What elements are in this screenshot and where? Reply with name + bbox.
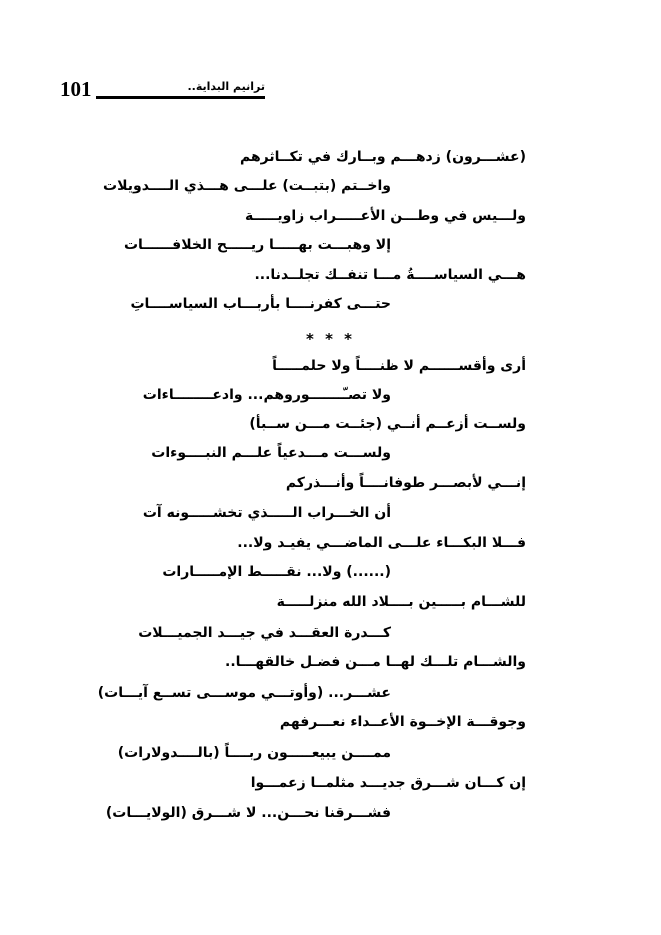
verse-line: والشـــام تلـــك لهــا مـــن فضـل خالقهـــا.. (225, 654, 526, 670)
verse-line: وجوقـــة الإخــوة الأعــداء نعـــرفهم (279, 714, 526, 730)
verse-line: ولســت أزعــم أنــي (جئــت مـــن ســبأ) (249, 416, 526, 432)
verse-line: ولســـت مـــدعياً علـــم النبــــوءات (151, 445, 391, 461)
verse-line: عشـــر... (وأوتـــي موســـى تســع آيـــات) (97, 685, 391, 701)
verse-line: للشـــام بـــــين بــــلاد الله منزلـــــة (276, 594, 526, 610)
header-title: ترانيم البداية.. (187, 80, 265, 93)
verse-line: (......) ولا... نقـــــط الإمـــــارات (162, 564, 391, 580)
verse-line: واخــتم (بتبــت) علـــى هـــذي الــــدويلات (103, 178, 391, 194)
page-number: 101 (60, 77, 92, 101)
verse-line: (عشـــرون) زدهـــم وبــارك في تكــاثرهم (240, 149, 526, 165)
verse-line: أرى وأقســــــم لا ظنــــاً ولا حلمـــــاً (272, 358, 526, 374)
section-separator: * * * (306, 330, 355, 348)
verse-line: ولـــيس في وطـــن الأعـــــراب زاويـــــة (244, 208, 526, 224)
verse-line: فـــلا البكـــاء علـــى الماضـــي يفيـد ولا... (237, 535, 526, 551)
verse-line: حتـــى كفرنــــا بأربـــاب السياســــاتِ (130, 296, 391, 312)
verse-line: هـــي السياســــةُ مـــا تنفــك تجلــدنا... (254, 267, 526, 283)
verse-line: ممــــن يبيعـــــون ربــــاً (بالــــدولارات) (117, 745, 391, 761)
verse-line: فشـــرقنا نحـــن... لا شـــرق (الولايـــات) (105, 805, 391, 821)
verse-line: كـــدرة العقـــد في جيـــد الجميـــلات (138, 625, 391, 641)
verse-line: إلا وهبـــت بهـــــا ريـــــح الخلافــــــات (123, 237, 391, 253)
verse-line: إن كـــان شـــرق جديـــد مثلمــا زعمـــوا (250, 775, 526, 791)
verse-line: إنـــي لأبصـــر طوفانــــاً وأنـــذركم (285, 475, 526, 491)
verse-line: ولا تصـّـــــــوروهم... وادعــــــــاءات (142, 387, 391, 403)
verse-line: أن الخـــراب الـــــذي تخشـــــونه آت (142, 505, 391, 521)
header-rule (96, 96, 265, 99)
